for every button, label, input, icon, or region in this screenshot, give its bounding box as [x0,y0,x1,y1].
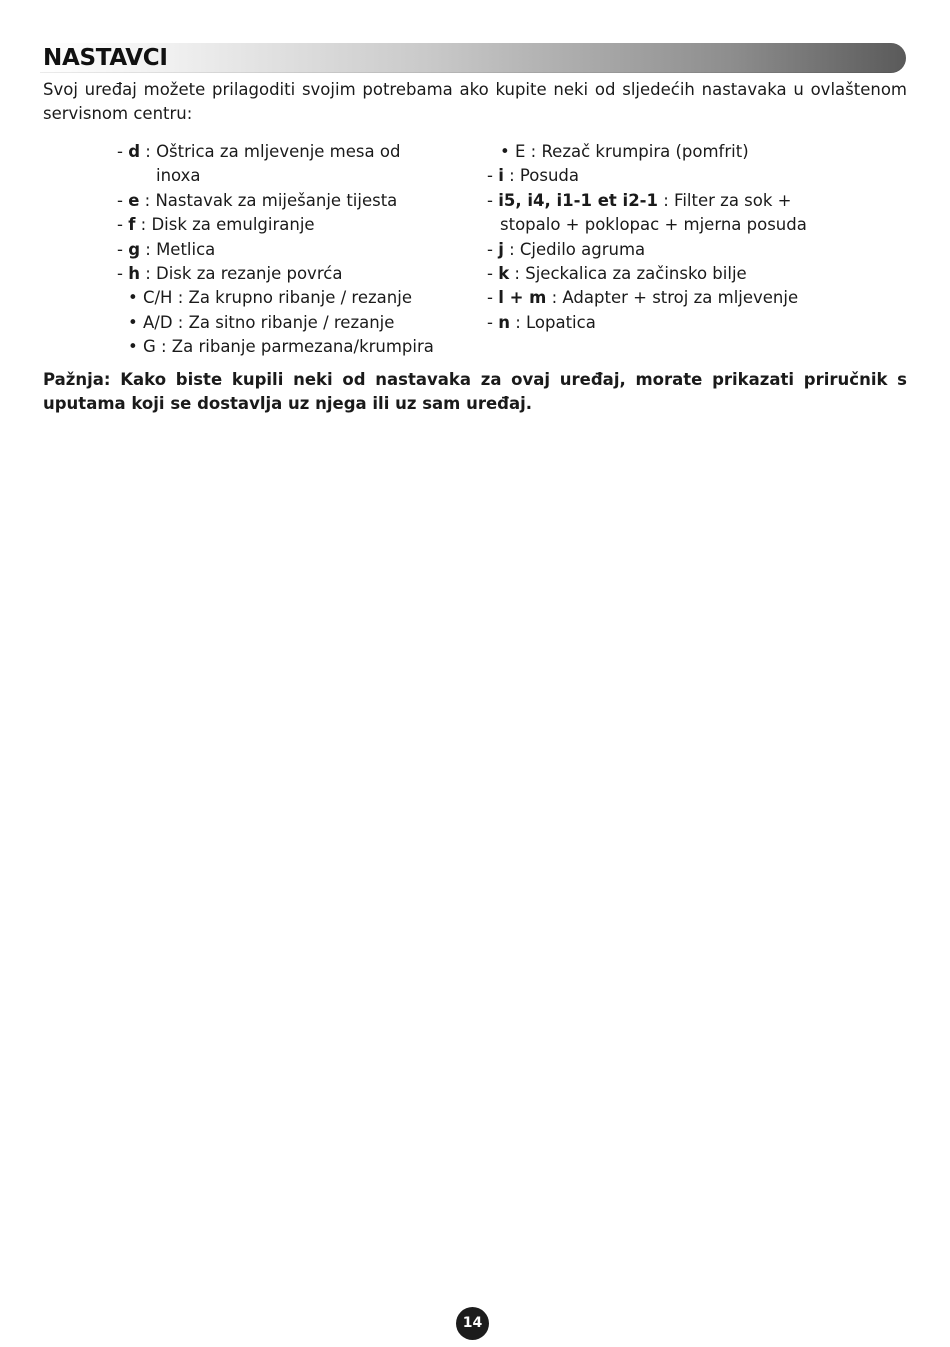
list-item-filter: - i5, i4, i1-1 et i2-1 : Filter za sok + [487,190,792,210]
item-key: k [498,264,510,284]
item-key: l + m [498,288,547,308]
sub-item-e: • E : Rezač krumpira (pomfrit) [500,142,749,161]
list-item-d-continuation: inoxa [156,166,201,186]
item-key: j [498,239,504,259]
section-title: NASTAVCI [43,45,168,71]
item-key: e [128,190,140,210]
page-number-badge: 14 [456,1307,489,1340]
sub-item-g: • G : Za ribanje parmezana/krumpira [128,337,434,357]
list-item-lm: - l + m : Adapter + stroj za mljevenje [487,288,799,308]
item-key: i5, i4, i1-1 et i2-1 [498,190,658,210]
list-item-h: - h : Disk za rezanje povrća [117,264,343,284]
accessory-list-right [487,140,907,335]
list-item-filter-continuation: stopalo + poklopac + mjerna posuda [500,215,807,235]
list-item-d: - d : Oštrica za mljevenje mesa od [117,142,401,161]
list-item-k: - k : Sjeckalica za začinsko bilje [487,264,747,284]
list-item-j: - j : Cjedilo agruma [487,239,646,259]
item-key: n [498,312,510,332]
list-item-f: - f : Disk za emulgiranje [117,215,315,235]
sub-item-ch: • C/H : Za krupno ribanje / rezanje [128,288,412,308]
accessory-list-left [117,140,467,360]
item-key: i [498,166,504,186]
list-item-g: - g : Metlica [117,239,216,259]
list-item-e: - e : Nastavak za miješanje tijesta [117,190,398,210]
item-key: f [128,215,136,235]
intro-paragraph: Svoj uređaj možete prilagoditi svojim potrebama ako kupite neki od sljedećih nastavaka u ovlaštenom servisnom centru: [43,80,907,123]
item-key: g [128,239,141,259]
warning-paragraph: Pažnja: Kako biste kupili neki od nastavaka za ovaj uređaj, morate prikazati priručnik s uputama koji se dostavlja uz njega ili uz sam uređaj. [43,370,907,413]
item-key: d [128,142,141,161]
sub-item-ad: • A/D : Za sitno ribanje / rezanje [128,312,395,332]
section-header-bar [40,43,906,73]
list-item-i: - i : Posuda [487,166,580,186]
item-key: h [128,264,140,284]
list-item-n: - n : Lopatica [487,312,596,332]
